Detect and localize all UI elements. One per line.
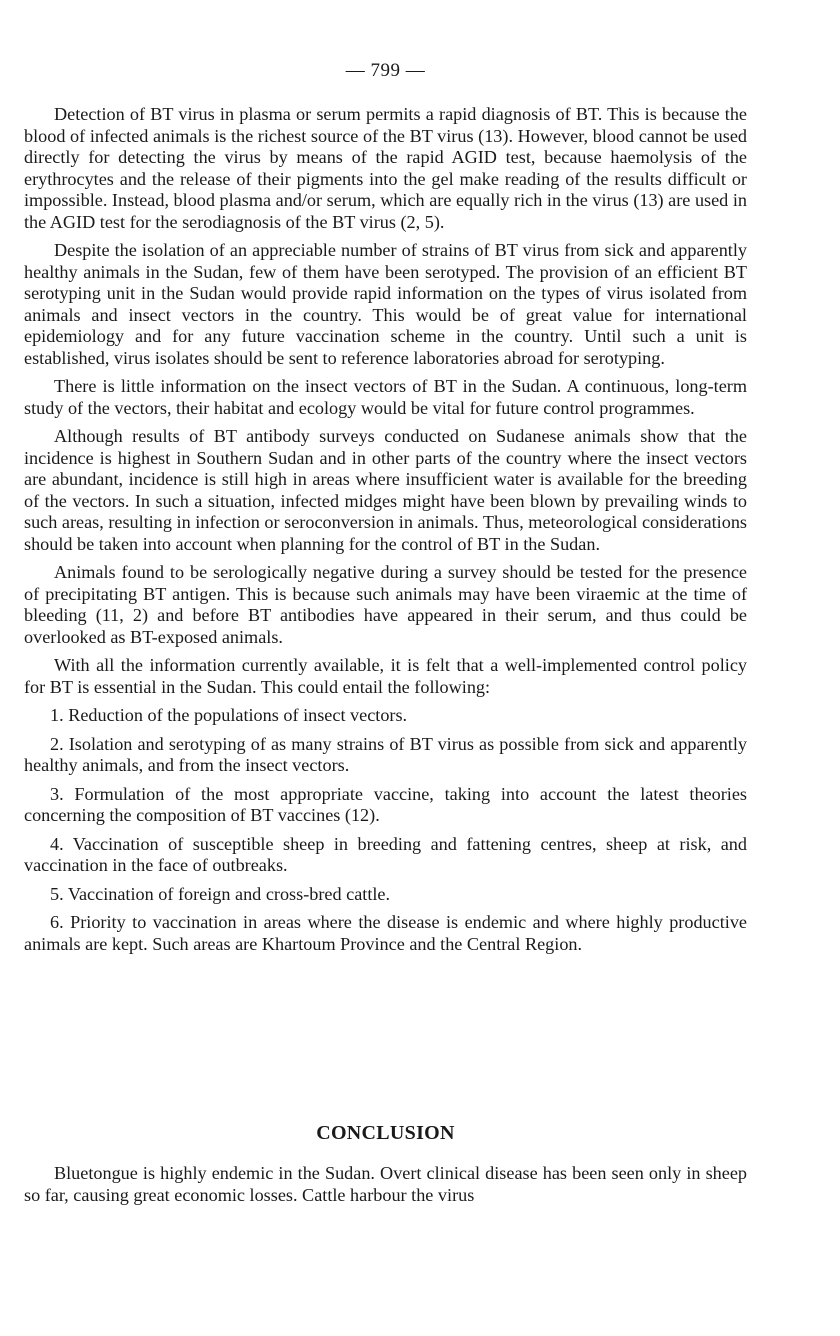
paragraph-serotyping: Despite the isolation of an appreciable number of strains of BT virus from sick and apparently healthy animals in the Sudan, few of them have been serotyped. The provision of an efficient BT serotyping unit in the Sudan would provide rapid information on the types of virus isolated from animals and insect vectors in the country. This would be of great value for international epidemiology and for any future vaccination scheme in the country. Until such a unit is established, virus isolates should be sent to reference laboratories abroad for serotyping. [24,240,747,368]
page-number: — 799 — [345,60,426,81]
list-item: 1. Reduction of the populations of insect vectors. [50,705,408,725]
list-item: 3. Formulation of the most appropriate vaccine, taking into account the latest theories concerning the composition of BT vaccines (12). [24,783,747,825]
paragraph-insect-vectors: There is little information on the insect vectors of BT in the Sudan. A continuous, long-term study of the vectors, their habitat and ecology would be vital for future control programmes. [24,376,747,418]
paragraph-control-policy: With all the information currently available, it is felt that a well-implemented control policy for BT is essential in the Sudan. This could entail the following: [24,655,747,697]
body-text [24,104,747,962]
conclusion-section [24,1163,747,1213]
list-item: 4. Vaccination of susceptible sheep in breeding and fattening centres, sheep at risk, and vaccination in the face of outbreaks. [24,833,747,875]
list-item: 2. Isolation and serotyping of as many strains of BT virus as possible from sick and apparently healthy animals, and from the insect vectors. [24,733,747,775]
paragraph-negative-animals: Animals found to be serologically negative during a survey should be tested for the presence of precipitating BT antigen. This is because such animals may have been viraemic at the time of bleeding (11, 2) and before BT antibodies have appeared in their serum, and thus could be overlooked as BT-exposed animals. [24,562,747,647]
paragraph-conclusion: Bluetongue is highly endemic in the Sudan. Overt clinical disease has been seen only in sheep so far, causing great economic losses. Cattle harbour the virus [24,1163,747,1205]
paragraph-plasma-detection: Detection of BT virus in plasma or serum permits a rapid diagnosis of BT. This is because the blood of infected animals is the richest source of the BT virus (13). However, blood cannot be used directly for detecting the virus by means of the rapid AGID test, because haemolysis of the erythrocytes and the release of their pigments into the gel make reading of the results difficult or impossible. Instead, blood plasma and/or serum, which are equally rich in the virus (13) are used in the AGID test for the serodiagnosis of the BT virus (2, 5). [24,104,747,232]
paragraph-antibody-surveys: Although results of BT antibody surveys conducted on Sudanese animals show that the incidence is highest in Southern Sudan and in other parts of the country where the insect vectors are abundant, incidence is still high in areas where insufficient water is available for the breeding of the vectors. In such a situation, infected midges might have been blown by prevailing winds to such areas, resulting in infection or seroconversion in animals. Thus, meteorological considerations should be taken into account when planning for the control of BT in the Sudan. [24,426,747,554]
list-item: 6. Priority to vaccination in areas where the disease is endemic and where highly productive animals are kept. Such areas are Khartoum Province and the Central Region. [24,912,747,954]
section-heading-conclusion: CONCLUSION [316,1122,455,1144]
list-item: 5. Vaccination of foreign and cross-bred cattle. [50,883,391,904]
